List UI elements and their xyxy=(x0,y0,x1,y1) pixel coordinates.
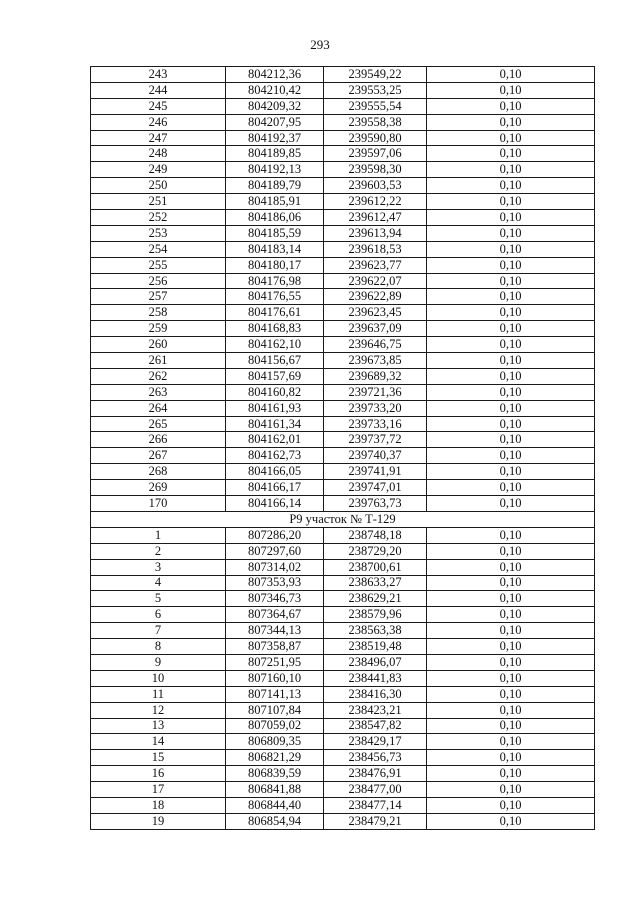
table-row xyxy=(91,670,595,686)
accuracy-cell: 0,10 xyxy=(427,654,595,670)
y-coordinate-cell: 239733,16 xyxy=(324,416,427,432)
accuracy-cell: 0,10 xyxy=(427,225,595,241)
x-coordinate-cell: 804192,13 xyxy=(226,162,324,178)
point-number-cell: 7 xyxy=(91,623,226,639)
table-row xyxy=(91,448,595,464)
accuracy-cell: 0,10 xyxy=(427,623,595,639)
accuracy-cell: 0,10 xyxy=(427,750,595,766)
x-coordinate-cell: 807251,95 xyxy=(226,654,324,670)
point-number-cell: 12 xyxy=(91,702,226,718)
point-number-cell: 247 xyxy=(91,130,226,146)
table-row xyxy=(91,178,595,194)
page-number: 293 xyxy=(310,37,330,52)
table-row xyxy=(91,400,595,416)
y-coordinate-cell: 239689,32 xyxy=(324,368,427,384)
x-coordinate-cell: 804176,98 xyxy=(226,273,324,289)
point-number-cell: 4 xyxy=(91,575,226,591)
y-coordinate-cell: 239613,94 xyxy=(324,225,427,241)
section-title: Р9 участок № Т-129 xyxy=(91,511,595,527)
coordinates-table-body xyxy=(91,67,595,830)
y-coordinate-cell: 239553,25 xyxy=(324,82,427,98)
point-number-cell: 259 xyxy=(91,321,226,337)
table-row xyxy=(91,607,595,623)
x-coordinate-cell: 804168,83 xyxy=(226,321,324,337)
accuracy-cell: 0,10 xyxy=(427,416,595,432)
table-row xyxy=(91,210,595,226)
y-coordinate-cell: 239623,45 xyxy=(324,305,427,321)
accuracy-cell: 0,10 xyxy=(427,353,595,369)
point-number-cell: 254 xyxy=(91,241,226,257)
table-row xyxy=(91,464,595,480)
table-row xyxy=(91,416,595,432)
y-coordinate-cell: 239558,38 xyxy=(324,114,427,130)
y-coordinate-cell: 239622,89 xyxy=(324,289,427,305)
x-coordinate-cell: 806821,29 xyxy=(226,750,324,766)
x-coordinate-cell: 804210,42 xyxy=(226,82,324,98)
y-coordinate-cell: 238729,20 xyxy=(324,543,427,559)
table-row xyxy=(91,591,595,607)
point-number-cell: 260 xyxy=(91,337,226,353)
y-coordinate-cell: 238441,83 xyxy=(324,670,427,686)
point-number-cell: 5 xyxy=(91,591,226,607)
accuracy-cell: 0,10 xyxy=(427,464,595,480)
point-number-cell: 19 xyxy=(91,813,226,829)
y-coordinate-cell: 238519,48 xyxy=(324,639,427,655)
accuracy-cell: 0,10 xyxy=(427,210,595,226)
y-coordinate-cell: 239597,06 xyxy=(324,146,427,162)
y-coordinate-cell: 239646,75 xyxy=(324,337,427,353)
x-coordinate-cell: 804157,69 xyxy=(226,368,324,384)
y-coordinate-cell: 239741,91 xyxy=(324,464,427,480)
accuracy-cell: 0,10 xyxy=(427,305,595,321)
x-coordinate-cell: 804185,91 xyxy=(226,194,324,210)
accuracy-cell: 0,10 xyxy=(427,734,595,750)
accuracy-cell: 0,10 xyxy=(427,67,595,83)
y-coordinate-cell: 239618,53 xyxy=(324,241,427,257)
point-number-cell: 8 xyxy=(91,639,226,655)
x-coordinate-cell: 807353,93 xyxy=(226,575,324,591)
accuracy-cell: 0,10 xyxy=(427,670,595,686)
table-row xyxy=(91,114,595,130)
point-number-cell: 256 xyxy=(91,273,226,289)
accuracy-cell: 0,10 xyxy=(427,782,595,798)
table-row xyxy=(91,559,595,575)
x-coordinate-cell: 807364,67 xyxy=(226,607,324,623)
point-number-cell: 262 xyxy=(91,368,226,384)
accuracy-cell: 0,10 xyxy=(427,162,595,178)
y-coordinate-cell: 239733,20 xyxy=(324,400,427,416)
table-row xyxy=(91,353,595,369)
x-coordinate-cell: 804189,85 xyxy=(226,146,324,162)
y-coordinate-cell: 239612,22 xyxy=(324,194,427,210)
table-row xyxy=(91,305,595,321)
x-coordinate-cell: 806844,40 xyxy=(226,797,324,813)
x-coordinate-cell: 804160,82 xyxy=(226,384,324,400)
section-header-row xyxy=(91,511,595,527)
accuracy-cell: 0,10 xyxy=(427,98,595,114)
point-number-cell: 255 xyxy=(91,257,226,273)
table-row xyxy=(91,384,595,400)
accuracy-cell: 0,10 xyxy=(427,496,595,512)
table-row xyxy=(91,686,595,702)
point-number-cell: 252 xyxy=(91,210,226,226)
y-coordinate-cell: 238496,07 xyxy=(324,654,427,670)
accuracy-cell: 0,10 xyxy=(427,543,595,559)
accuracy-cell: 0,10 xyxy=(427,321,595,337)
x-coordinate-cell: 807358,87 xyxy=(226,639,324,655)
point-number-cell: 264 xyxy=(91,400,226,416)
point-number-cell: 13 xyxy=(91,718,226,734)
x-coordinate-cell: 807344,13 xyxy=(226,623,324,639)
x-coordinate-cell: 804189,79 xyxy=(226,178,324,194)
table-row xyxy=(91,575,595,591)
table-row xyxy=(91,527,595,543)
point-number-cell: 1 xyxy=(91,527,226,543)
x-coordinate-cell: 804166,17 xyxy=(226,480,324,496)
x-coordinate-cell: 804162,73 xyxy=(226,448,324,464)
point-number-cell: 249 xyxy=(91,162,226,178)
y-coordinate-cell: 238477,14 xyxy=(324,797,427,813)
y-coordinate-cell: 239555,54 xyxy=(324,98,427,114)
table-row xyxy=(91,337,595,353)
x-coordinate-cell: 807297,60 xyxy=(226,543,324,559)
x-coordinate-cell: 806841,88 xyxy=(226,782,324,798)
point-number-cell: 10 xyxy=(91,670,226,686)
point-number-cell: 9 xyxy=(91,654,226,670)
accuracy-cell: 0,10 xyxy=(427,607,595,623)
table-row xyxy=(91,321,595,337)
accuracy-cell: 0,10 xyxy=(427,480,595,496)
y-coordinate-cell: 238579,96 xyxy=(324,607,427,623)
point-number-cell: 265 xyxy=(91,416,226,432)
y-coordinate-cell: 239598,30 xyxy=(324,162,427,178)
point-number-cell: 248 xyxy=(91,146,226,162)
point-number-cell: 258 xyxy=(91,305,226,321)
point-number-cell: 245 xyxy=(91,98,226,114)
y-coordinate-cell: 239737,72 xyxy=(324,432,427,448)
x-coordinate-cell: 807141,13 xyxy=(226,686,324,702)
table-row xyxy=(91,797,595,813)
accuracy-cell: 0,10 xyxy=(427,241,595,257)
accuracy-cell: 0,10 xyxy=(427,337,595,353)
point-number-cell: 266 xyxy=(91,432,226,448)
table-row xyxy=(91,162,595,178)
point-number-cell: 251 xyxy=(91,194,226,210)
accuracy-cell: 0,10 xyxy=(427,178,595,194)
y-coordinate-cell: 238476,91 xyxy=(324,766,427,782)
x-coordinate-cell: 804192,37 xyxy=(226,130,324,146)
x-coordinate-cell: 804162,01 xyxy=(226,432,324,448)
point-number-cell: 261 xyxy=(91,353,226,369)
point-number-cell: 263 xyxy=(91,384,226,400)
accuracy-cell: 0,10 xyxy=(427,559,595,575)
point-number-cell: 253 xyxy=(91,225,226,241)
x-coordinate-cell: 804212,36 xyxy=(226,67,324,83)
accuracy-cell: 0,10 xyxy=(427,797,595,813)
x-coordinate-cell: 804185,59 xyxy=(226,225,324,241)
table-row xyxy=(91,734,595,750)
point-number-cell: 18 xyxy=(91,797,226,813)
table-row xyxy=(91,654,595,670)
x-coordinate-cell: 804180,17 xyxy=(226,257,324,273)
accuracy-cell: 0,10 xyxy=(427,130,595,146)
table-row xyxy=(91,639,595,655)
table-row xyxy=(91,98,595,114)
table-row xyxy=(91,782,595,798)
point-number-cell: 170 xyxy=(91,496,226,512)
point-number-cell: 269 xyxy=(91,480,226,496)
accuracy-cell: 0,10 xyxy=(427,194,595,210)
y-coordinate-cell: 239549,22 xyxy=(324,67,427,83)
point-number-cell: 250 xyxy=(91,178,226,194)
accuracy-cell: 0,10 xyxy=(427,432,595,448)
table-row xyxy=(91,496,595,512)
table-row xyxy=(91,368,595,384)
y-coordinate-cell: 238633,27 xyxy=(324,575,427,591)
accuracy-cell: 0,10 xyxy=(427,575,595,591)
x-coordinate-cell: 807059,02 xyxy=(226,718,324,734)
x-coordinate-cell: 807107,84 xyxy=(226,702,324,718)
y-coordinate-cell: 238479,21 xyxy=(324,813,427,829)
accuracy-cell: 0,10 xyxy=(427,591,595,607)
accuracy-cell: 0,10 xyxy=(427,82,595,98)
table-row xyxy=(91,67,595,83)
x-coordinate-cell: 806839,59 xyxy=(226,766,324,782)
y-coordinate-cell: 238477,00 xyxy=(324,782,427,798)
point-number-cell: 6 xyxy=(91,607,226,623)
y-coordinate-cell: 238456,73 xyxy=(324,750,427,766)
y-coordinate-cell: 238429,17 xyxy=(324,734,427,750)
accuracy-cell: 0,10 xyxy=(427,273,595,289)
table-row xyxy=(91,225,595,241)
y-coordinate-cell: 239740,37 xyxy=(324,448,427,464)
x-coordinate-cell: 806809,35 xyxy=(226,734,324,750)
table-row xyxy=(91,813,595,829)
y-coordinate-cell: 239763,73 xyxy=(324,496,427,512)
accuracy-cell: 0,10 xyxy=(427,368,595,384)
accuracy-cell: 0,10 xyxy=(427,257,595,273)
accuracy-cell: 0,10 xyxy=(427,448,595,464)
table-row xyxy=(91,146,595,162)
y-coordinate-cell: 239747,01 xyxy=(324,480,427,496)
point-number-cell: 17 xyxy=(91,782,226,798)
accuracy-cell: 0,10 xyxy=(427,639,595,655)
point-number-cell: 2 xyxy=(91,543,226,559)
accuracy-cell: 0,10 xyxy=(427,702,595,718)
y-coordinate-cell: 238563,38 xyxy=(324,623,427,639)
table-row xyxy=(91,543,595,559)
x-coordinate-cell: 804176,55 xyxy=(226,289,324,305)
x-coordinate-cell: 806854,94 xyxy=(226,813,324,829)
point-number-cell: 14 xyxy=(91,734,226,750)
accuracy-cell: 0,10 xyxy=(427,686,595,702)
x-coordinate-cell: 804161,93 xyxy=(226,400,324,416)
y-coordinate-cell: 238629,21 xyxy=(324,591,427,607)
x-coordinate-cell: 807286,20 xyxy=(226,527,324,543)
x-coordinate-cell: 804186,06 xyxy=(226,210,324,226)
y-coordinate-cell: 238748,18 xyxy=(324,527,427,543)
accuracy-cell: 0,10 xyxy=(427,384,595,400)
x-coordinate-cell: 804207,95 xyxy=(226,114,324,130)
table-row xyxy=(91,241,595,257)
y-coordinate-cell: 239612,47 xyxy=(324,210,427,226)
x-coordinate-cell: 804156,67 xyxy=(226,353,324,369)
table-row xyxy=(91,194,595,210)
table-row xyxy=(91,130,595,146)
accuracy-cell: 0,10 xyxy=(427,527,595,543)
y-coordinate-cell: 239603,53 xyxy=(324,178,427,194)
y-coordinate-cell: 239721,36 xyxy=(324,384,427,400)
table-row xyxy=(91,289,595,305)
table-row xyxy=(91,718,595,734)
point-number-cell: 268 xyxy=(91,464,226,480)
point-number-cell: 11 xyxy=(91,686,226,702)
accuracy-cell: 0,10 xyxy=(427,813,595,829)
point-number-cell: 15 xyxy=(91,750,226,766)
point-number-cell: 243 xyxy=(91,67,226,83)
x-coordinate-cell: 804166,05 xyxy=(226,464,324,480)
x-coordinate-cell: 807160,10 xyxy=(226,670,324,686)
x-coordinate-cell: 804176,61 xyxy=(226,305,324,321)
x-coordinate-cell: 804183,14 xyxy=(226,241,324,257)
table-row xyxy=(91,432,595,448)
x-coordinate-cell: 807314,02 xyxy=(226,559,324,575)
table-row xyxy=(91,480,595,496)
point-number-cell: 244 xyxy=(91,82,226,98)
table-row xyxy=(91,766,595,782)
point-number-cell: 257 xyxy=(91,289,226,305)
point-number-cell: 246 xyxy=(91,114,226,130)
table-row xyxy=(91,273,595,289)
point-number-cell: 267 xyxy=(91,448,226,464)
coordinates-table xyxy=(90,66,595,830)
accuracy-cell: 0,10 xyxy=(427,766,595,782)
y-coordinate-cell: 238423,21 xyxy=(324,702,427,718)
table-row xyxy=(91,623,595,639)
table-row xyxy=(91,257,595,273)
x-coordinate-cell: 807346,73 xyxy=(226,591,324,607)
y-coordinate-cell: 239622,07 xyxy=(324,273,427,289)
point-number-cell: 16 xyxy=(91,766,226,782)
accuracy-cell: 0,10 xyxy=(427,289,595,305)
y-coordinate-cell: 238700,61 xyxy=(324,559,427,575)
y-coordinate-cell: 239673,85 xyxy=(324,353,427,369)
accuracy-cell: 0,10 xyxy=(427,114,595,130)
x-coordinate-cell: 804161,34 xyxy=(226,416,324,432)
accuracy-cell: 0,10 xyxy=(427,718,595,734)
accuracy-cell: 0,10 xyxy=(427,400,595,416)
y-coordinate-cell: 238547,82 xyxy=(324,718,427,734)
x-coordinate-cell: 804209,32 xyxy=(226,98,324,114)
x-coordinate-cell: 804162,10 xyxy=(226,337,324,353)
table-row xyxy=(91,82,595,98)
y-coordinate-cell: 239637,09 xyxy=(324,321,427,337)
accuracy-cell: 0,10 xyxy=(427,146,595,162)
table-row xyxy=(91,702,595,718)
x-coordinate-cell: 804166,14 xyxy=(226,496,324,512)
table-row xyxy=(91,750,595,766)
y-coordinate-cell: 239590,80 xyxy=(324,130,427,146)
point-number-cell: 3 xyxy=(91,559,226,575)
y-coordinate-cell: 239623,77 xyxy=(324,257,427,273)
y-coordinate-cell: 238416,30 xyxy=(324,686,427,702)
